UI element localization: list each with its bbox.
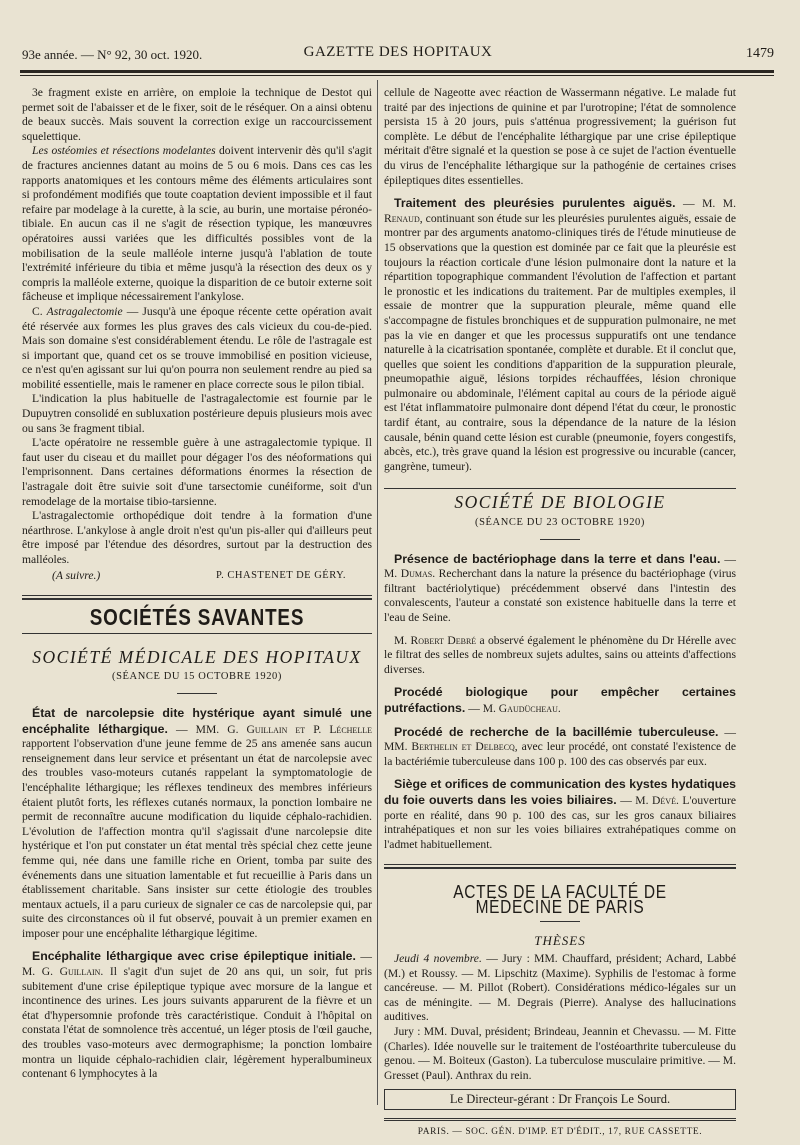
short-rule	[177, 693, 217, 694]
journal-title: GAZETTE DES HOPITAUX	[303, 44, 493, 60]
seance-date: (SÉANCE DU 23 OCTOBRE 1920)	[474, 517, 645, 529]
report-authors: — M. G. Guillain.	[22, 950, 372, 979]
column-separator	[377, 80, 378, 1105]
jury-paragraph: Jury : MM. Duval, président; Brindeau, Jeannin et Chevassu. — M. Fitte (Charles). Idée nouvelle sur le traitement de l'ostéoarthrite tuberculeuse du genou. — M. Boiteux (Gaston). La tuberculose musculaire primitive. — M. Gresset (Paul). Anthrax du rein.	[384, 1025, 736, 1082]
report-heading: Traitement des pleurésies purulentes aiguës.	[394, 196, 676, 211]
theses-heading: THÈSES	[534, 932, 586, 948]
report-paragraph	[384, 196, 736, 474]
paragraph-text: — Jusqu'à une époque récente cette opération avait été réservée aux formes les plus graves des cals vicieux du cou-de-pied. Mais son domaine s'est considérablement étendu. Le rôle de l'astragale est si important que, quand cet os se trouve immobilisé en position vicieuse, ce n'est qu'en agissant sur lui qu'on pourra non seulement rendre au pied sa mobilité essentielle, mais le ramener en place correcte sous le pilon tibial.	[22, 304, 373, 391]
report-paragraph	[384, 552, 736, 626]
report-text: L'ouverture porte en réalité, dans 90 p. 100 des cas, sur les gros canaux biliaires intrahépatiques et non sur les voies biliaires extrahépatiques comme on l'admet habituellement.	[384, 793, 736, 851]
section-rule	[22, 595, 372, 596]
jury-text: — Jury : MM. Chauffard, président; Achard, Labbé (M.) et Roussy. — M. Lipschitz (Maxime). Syphilis de l'estomac à forme cancéreuse. — M. Pillot (Robert). Considérations médico-légales sur un cas de méningite. — M. Degrais (Pierre). Analyse des hallucinations auditives.	[384, 952, 736, 1024]
societe-biologie-title: SOCIÉTÉ DE BIOLOGIE	[454, 492, 666, 513]
short-rule	[540, 539, 580, 540]
header-rule-thin	[20, 75, 774, 76]
page-number: 1479	[746, 46, 774, 61]
jury-paragraph	[384, 952, 736, 1025]
report-paragraph	[384, 777, 736, 852]
paragraph: L'indication la plus habituelle de l'astragalectomie est fournie par le Dupuytren consolidé en subluxation postérieure depuis plusieurs mois avec ou sans 3e fragment tibial.	[22, 392, 372, 435]
report-paragraph	[384, 725, 736, 770]
section-rule-thick	[384, 867, 736, 869]
jury-date: Jeudi 4 novembre.	[394, 952, 482, 966]
paragraph	[22, 144, 372, 305]
report-heading: État de narcolepsie dite hystérique ayant simulé une encéphalite léthargique.	[22, 705, 372, 736]
section-letter: C.	[32, 304, 47, 318]
directeur-gerant: Le Directeur-gérant : Dr François Le Sourd.	[384, 1089, 736, 1110]
page-header	[22, 44, 774, 66]
report-text: avec leur procédé, ont constaté l'existence de la bactériémie tuberculeuse dans 100 p. 100 des cas observés par eux.	[384, 740, 736, 768]
author-name: P. CHASTENET DE GÉRY.	[215, 569, 346, 581]
italic-term: Les ostéomies et résections modelantes	[32, 144, 216, 158]
title-rule	[22, 633, 372, 634]
report-text: Recherchant dans la nature la présence du bactériophage (virus filtrant bactériolytique) précédemment observé dans l'intestin des convalescents, l'auteur a constaté son existence habituelle dans la terre et l'eau de Seine.	[384, 567, 737, 624]
paragraph: cellule de Nageotte avec réaction de Wassermann négative. Le malade fut traité par des injections de quinine et par l'urotropine; l'état de somnolence persista 15 à 20 jours, puis s'atténua progressivement; la guérison fut complète. Le début de l'encéphalite léthargique par une crise épileptique méritait d'être signalé et la question se pose à ce sujet de l'action éventuelle du virus de l'encéphalite léthargique sur la pathogénie de certaines crises épileptiques dites essentielles.	[384, 86, 736, 187]
paragraph-text: doivent intervenir dès qu'il s'agit de fractures anciennes datant au moins de 5 ou 6 mois. Dans ces cas les rapports anatomiques et les contours même des éléments articulaires sont si profondément modifiés que toute coaptation devient impossible et il faut refaire par modelage à la curette, à la scie, au burin, une mortaise péronéo-tibiale. En aucun cas il ne s'agit de résection typique, les manœuvres opératoires aussi variées que les difficultés possibles vont de la mobilisation de la seule malléole interne jusqu'à l'ablation de toute l'extrémité inférieure du tibia et même jusqu'à la résection des deux os y compris la malléole externe, quoique la disparition de ce butoir externe soit fâcheuse et implique nécessairement l'ankylose.	[22, 144, 373, 304]
report-authors: — MM. G. Guillain et P. Léchelle	[167, 722, 372, 736]
report-heading: Procédé de recherche de la bacillémie tuberculeuse.	[394, 724, 719, 739]
societe-medicale-title: SOCIÉTÉ MÉDICALE DES HOPITAUX	[32, 646, 362, 667]
report-authors: M. Robert Debré	[394, 633, 477, 647]
seance-date: (SÉANCE DU 15 OCTOBRE 1920)	[111, 671, 282, 683]
section-rule	[384, 864, 736, 865]
actes-faculte-title: ACTES DE LA FACULTÉ DE MÉDECINE DE PARIS	[453, 882, 667, 917]
paragraph	[22, 305, 372, 393]
report-paragraph	[384, 634, 736, 678]
report-text: continuant son étude sur les pleurésies purulentes aiguës, essaie de montrer par des arguments anatomo-cliniques tirés de l'étude minutieuse de 15 observations que la question est dominée par ce fait que la pleurésie est toujours la réaction corticale d'une lésion pulmonaire dont la nature et la répartition topographique commandent l'évolution de l'affection et partant le pronostic et les indications du traitement. Par de multiples exemples, il essaie de montrer que la suppuration pleurale, même quand elle s'accompagne de fistules bronchiques et de suppuration pulmonaire, ne met pas la vie en danger et que les processus suppuratifs ont une tendance naturelle à la cicatrisation spontanée, complète et durable. Et il conclut que, quelles que soient les conditions d'apparition de la suppuration pleurale, pneumopathie aiguë, lésions torpides réchauffées, lésion chronique pulmonaire ou abdominale, l'élément capital au cours de la période aiguë est l'état inflammatoire pulmonaire dont dépend l'état du cœur, le pronostic tardif étant, au contraire, sous la dépendance de la nature de la lésion causale, bénin quand cette lésion est curable (pneumonie, foyers congestifs, abcès, etc.), très grave quand la lésion est progressive ou incurable (cancer, gangrène, tumeur).	[384, 211, 736, 473]
report-paragraph	[22, 949, 372, 1081]
section-rule-thick	[22, 598, 372, 600]
report-authors: — M. M. Renaud,	[384, 197, 736, 225]
section-rule	[384, 488, 736, 489]
report-paragraph	[22, 706, 372, 942]
report-heading: Siège et orifices de communication des kystes hydatiques du foie ouverts dans les voies biliaires.	[384, 777, 736, 807]
report-authors: — M. Gaudücheau.	[465, 701, 561, 715]
report-text: a observé également le phénomène du Dr Hérelle avec le filtrat des selles de nombreux sujets adultes, sains ou atteints d'affections diverses.	[384, 633, 736, 676]
report-heading: Présence de bactériophage dans la terre et dans l'eau.	[394, 551, 721, 566]
printer-line: PARIS. — SOC. GÉN. D'IMP. ET D'ÉDIT., 17, RUE CASSETTE.	[417, 1127, 703, 1138]
right-column	[384, 86, 736, 1140]
paragraph: L'acte opératoire ne ressemble guère à une astragalectomie typique. Il faut user du ciseau et du maillet pour dégager l'os des néoformations qui l'emprisonnent. Dans certaines déformations énormes la résection de l'astragale doit être suivie soit d'une tarsectomie cunéiforme, soit d'un remodelage de la mortaise tibio-tarsienne.	[22, 436, 372, 508]
societes-savantes-title: SOCIÉTÉS SAVANTES	[89, 604, 305, 631]
report-authors: — MM. Berthelin et Delbecq,	[384, 725, 736, 754]
issue-info: 93e année. — N° 92, 30 oct. 1920.	[22, 47, 203, 62]
report-text: Il s'agit d'un sujet de 20 ans qui, un soir, fut pris subitement d'une crise épileptique typique avec morsure de la langue et incontinence des urines. Les jours suivants apparurent de la fièvre et un état d'hypersomnie profonde très caractéristique. Conduit à l'hôpital on constata l'état de somnolence très accentué, un léger ptosis de l'œil gauche, des troubles vaso-moteurs avec dermographisme; la ponction lombaire montra un liquide céphalo-rachidien clair, légèrement hyperalbumineux contenant 6 lymphocytes à la	[22, 965, 372, 1081]
report-text: rapportent l'observation d'une jeune femme de 25 ans amenée sans aucun renseignement dans leur service et présentant un état de narcolepsie avec des troubles vaso-moteurs cutanés rappelant la symptomatologie de l'encéphalite léthargique; les réflexes tendineux des membres inférieurs étaient plutôt forts, les réflexes cutanés normaux, la ponction lombaire ne permit de reconnaître aucune modification du liquide céphalo-rachidien. L'évolution de l'affection montra qu'il s'agissait d'une narcolepsie dite hystérique et l'on put constater un état mental très spécial chez cette jeune femme qui, née dans une famille riche en Orient, tomba par suite des événements dans une situation lamentable et fut recueillie à Paris dans un établissement charitable. Sans insister sur cette étiologie des troubles mentaux actuels, il a paru curieux de signaler ce cas de narcolepsie qui, par suite des circonstances où il fut observé, pouvait à un premier examen en imposer pour une encéphalite léthargique légitime.	[22, 737, 372, 940]
paragraph: L'astragalectomie orthopédique doit tendre à la formation d'une néarthrose. L'ankylose à angle droit n'est qu'un pis-aller qui d'ailleurs peut être imposé par l'étendue des désordres, surtout par la destruction des malléoles.	[22, 509, 372, 566]
report-heading: Encéphalite léthargique avec crise épileptique initiale.	[32, 949, 356, 964]
short-rule	[540, 921, 580, 922]
report-authors: — M. Dumas.	[384, 552, 736, 581]
paragraph: 3e fragment existe en arrière, on emploie la technique de Destot qui permet soit de l'abaisser et de le fixer, soit de le réséquer. On a ainsi obtenu de beaux succès. Mais souvent la correction exige un raccourcissement squelettique.	[22, 86, 372, 143]
footer-rule	[384, 1118, 736, 1121]
italic-term: Astragalectomie	[46, 304, 123, 318]
report-authors: — M. Dévé.	[616, 793, 679, 807]
article-signature	[22, 569, 372, 584]
to-be-continued: (A suivre.)	[52, 568, 101, 582]
header-rule	[20, 70, 774, 73]
report-paragraph	[384, 685, 736, 716]
report-heading: Procédé biologique pour empêcher certaines putréfactions.	[384, 685, 736, 715]
left-column	[22, 86, 372, 1082]
